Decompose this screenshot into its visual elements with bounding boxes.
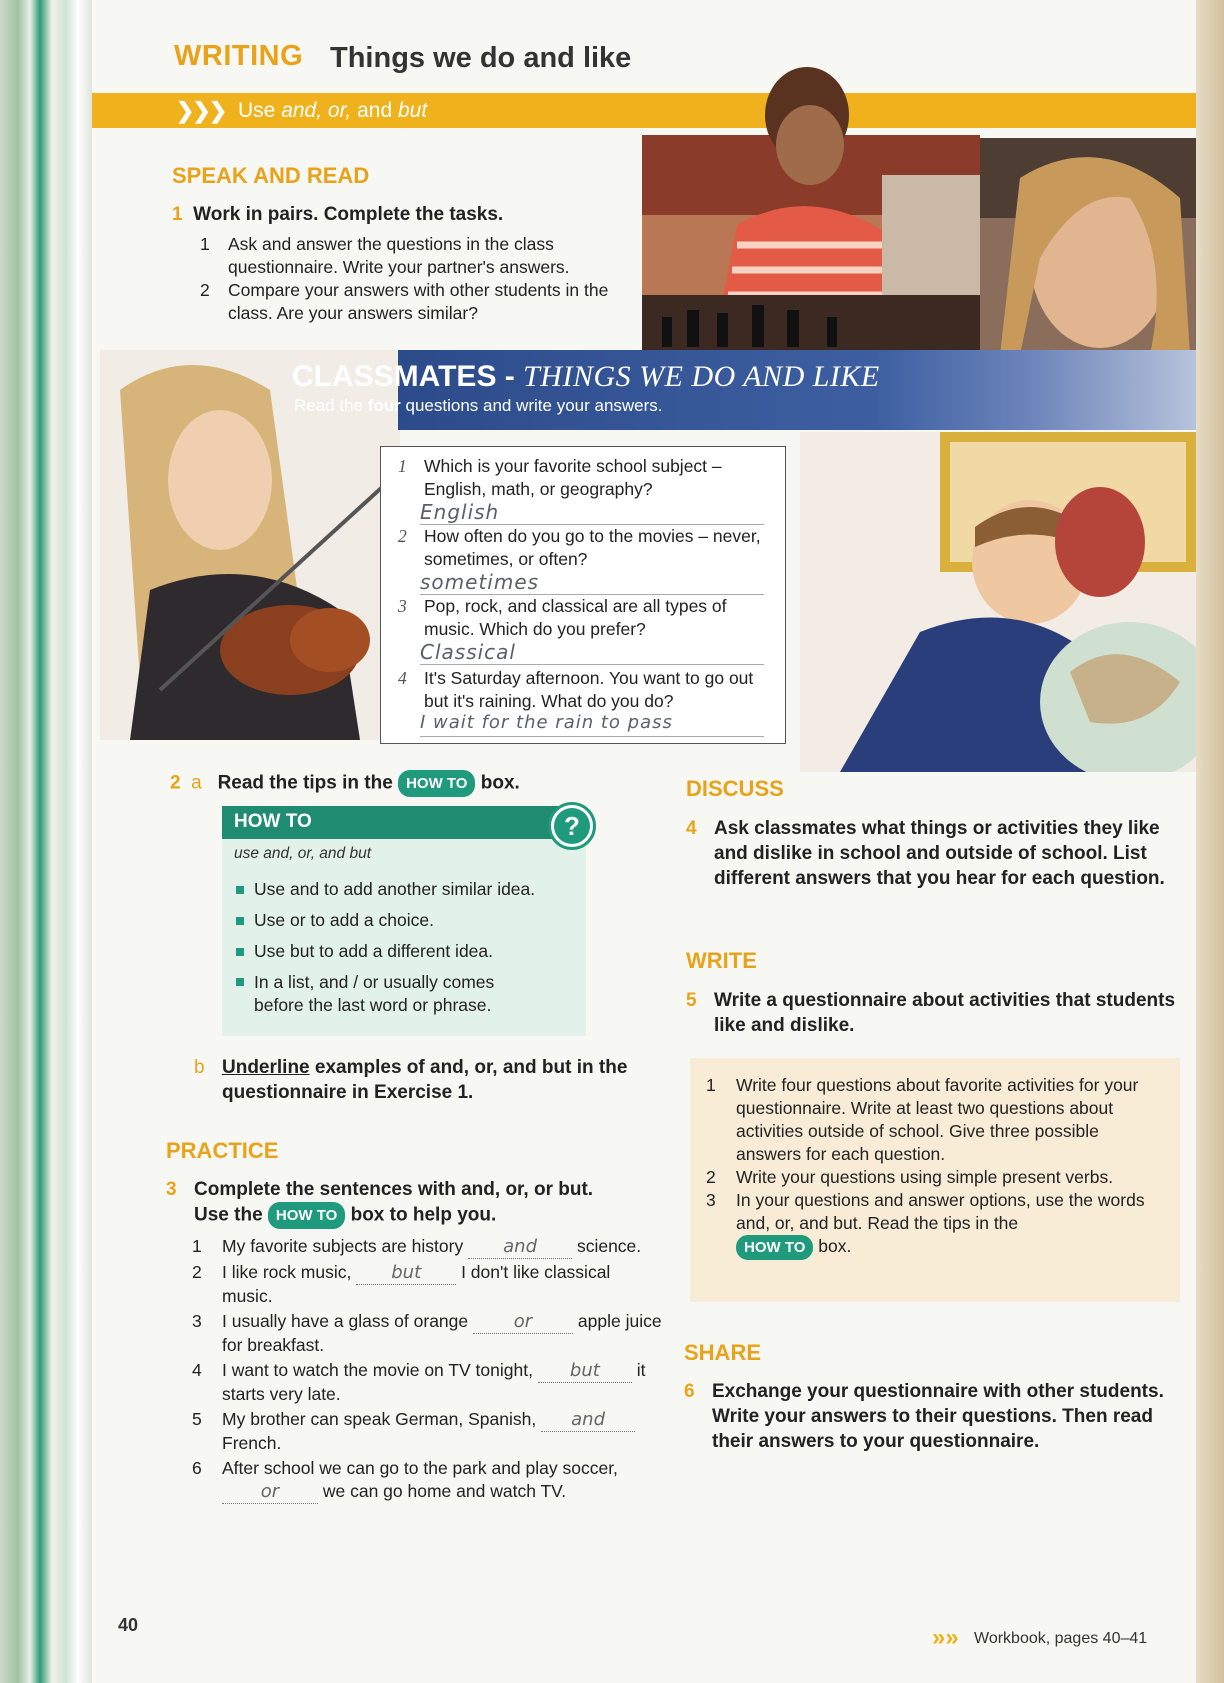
subtitle-words: and, or, [281, 99, 352, 122]
task-2 [200, 279, 630, 325]
write-step-2 [706, 1166, 1168, 1189]
question-4 [398, 667, 768, 713]
discuss-heading: DISCUSS [686, 776, 784, 801]
sentence-3 [192, 1310, 662, 1357]
sentence-1 [192, 1235, 662, 1259]
answer-blank-1[interactable]: and [468, 1235, 572, 1259]
sentence-number: 6 [192, 1458, 202, 1478]
speak-and-read-heading: SPEAK AND READ [172, 163, 370, 188]
howto-pill: HOW TO [268, 1202, 345, 1229]
question-mark-glyph: ? [554, 808, 590, 844]
exercise-1-number: 1 [172, 204, 183, 225]
exercise-2-a-pre: Read the tips in the [217, 772, 393, 794]
step-number: 3 [706, 1190, 716, 1210]
step-text: Write your questions using simple present verbs. [736, 1167, 1114, 1187]
practice-sentences [192, 1235, 662, 1504]
answer-blank-3[interactable]: or [473, 1310, 573, 1334]
classmates-subtitle-bold: four [367, 396, 401, 415]
sentence-number: 3 [192, 1311, 202, 1331]
book-edge-strip [0, 0, 92, 1683]
exercise-3-line2-pre: Use the [194, 1204, 263, 1226]
sentence-after: apple juice for breakfast. [222, 1311, 662, 1355]
exercise-3-line2-post: box to help you. [350, 1204, 497, 1226]
sentence-before: After school we can go to the park and play soccer, [222, 1458, 618, 1478]
tip-bullet [236, 886, 244, 894]
answer-3[interactable]: Classical [420, 640, 764, 665]
question-1-number: 1 [398, 456, 407, 476]
classmates-subtitle-post: questions and write your answers. [400, 396, 663, 415]
sentence-number: 4 [192, 1360, 202, 1380]
question-2-text: How often do you go to the movies – never, sometimes, or often? [424, 526, 761, 569]
answer-blank-6[interactable]: or [222, 1480, 318, 1504]
sentence-after: it starts very late. [222, 1360, 646, 1404]
subtitle-but: but [397, 99, 428, 122]
sentence-after: French. [222, 1433, 282, 1453]
sentence-after: science. [576, 1236, 642, 1256]
task-1 [200, 233, 630, 279]
sentence-before: I like rock music, [222, 1262, 352, 1282]
question-4-text: It's Saturday afternoon. You want to go out but it's raining. What do you do? [424, 668, 754, 711]
tip-text: In a list, and / or usually comes before the last word or phrase. [254, 972, 495, 1015]
sentence-2 [192, 1261, 662, 1308]
howto-subtitle: use and, or, and but [234, 845, 372, 862]
howto-tips-list [236, 878, 576, 1017]
chevrons-icon: ❯❯❯ [176, 98, 226, 123]
write-step-3 [706, 1189, 1168, 1260]
tip-item [236, 878, 576, 901]
underline-word: Underline [222, 1057, 310, 1078]
howto-pill: HOW TO [398, 770, 475, 797]
tip-bullet [236, 948, 244, 956]
answer-blank-2[interactable]: but [356, 1261, 456, 1285]
share-heading: SHARE [684, 1340, 762, 1365]
classmates-subtitle-pre: Read the [294, 396, 368, 415]
exercise-2-a-label: a [191, 772, 202, 794]
tip-item [236, 971, 576, 1017]
task-1-number: 1 [200, 234, 210, 254]
exercise-3-instruction [166, 1177, 646, 1229]
sentence-number: 5 [192, 1409, 202, 1429]
answer-2[interactable]: sometimes [420, 570, 764, 595]
step-text: In your questions and answer options, use the words and, or, and but. Read the tips in the [736, 1190, 1145, 1233]
sentence-after: we can go home and watch TV. [322, 1481, 567, 1501]
question-1 [398, 455, 768, 501]
question-2 [398, 525, 768, 571]
sentence-before: I want to watch the movie on TV tonight, [222, 1360, 533, 1380]
subtitle-prefix: Use [238, 99, 282, 122]
sentence-before: My brother can speak German, Spanish, [222, 1409, 537, 1429]
exercise-2-number: 2 [170, 772, 181, 794]
classmates-title-bold: CLASSMATES - [292, 360, 524, 393]
kids-globe-photo [800, 432, 1196, 772]
girl-thinking-photo [980, 138, 1196, 355]
howto-title: HOW TO [234, 811, 312, 832]
write-steps [706, 1074, 1168, 1260]
exercise-5-number: 5 [686, 990, 697, 1011]
sentence-after: I don't like classical music. [222, 1262, 611, 1306]
workbook-arrows-icon: »» [932, 1624, 959, 1651]
subtitle-and: and [351, 99, 398, 122]
exercise-2-b-label: b [194, 1057, 205, 1078]
question-4-number: 4 [398, 668, 407, 688]
tip-text: Use or to add a choice. [254, 910, 434, 930]
exercise-4-number: 4 [686, 818, 697, 839]
step-3-end: box. [818, 1236, 852, 1257]
sentence-before: My favorite subjects are history [222, 1236, 464, 1256]
exercise-1-text: Work in pairs. Complete the tasks. [193, 204, 504, 225]
question-mark-icon [548, 802, 596, 850]
sentence-6 [192, 1457, 662, 1504]
question-3-number: 3 [398, 596, 407, 616]
sentence-before: I usually have a glass of orange [222, 1311, 469, 1331]
answer-blank-4[interactable]: but [538, 1359, 632, 1383]
practice-heading: PRACTICE [166, 1138, 279, 1163]
exercise-6 [684, 1379, 1184, 1454]
sentence-number: 2 [192, 1262, 202, 1282]
task-2-number: 2 [200, 280, 210, 300]
exercise-2-a-instruction [170, 770, 520, 797]
tip-text: Use and to add another similar idea. [254, 879, 536, 899]
write-step-1 [706, 1074, 1168, 1166]
write-heading: WRITE [686, 948, 757, 973]
classmates-subtitle [294, 396, 663, 416]
task-2-text: Compare your answers with other students in the class. Are your answers similar? [228, 280, 609, 323]
exercise-6-number: 6 [684, 1381, 695, 1402]
step-text: Write four questions about favorite activities for your questionnaire. Write at least two questions about activities outside of school. Give three possible answers for each question. [736, 1075, 1139, 1164]
section-label: WRITING [174, 40, 304, 72]
exercise-1-instruction [172, 202, 503, 227]
sentence-number: 1 [192, 1236, 202, 1256]
sentence-5 [192, 1408, 662, 1455]
page-title: Things we do and like [330, 42, 632, 74]
sentence-4 [192, 1359, 662, 1406]
question-2-number: 2 [398, 526, 407, 546]
question-1-text: Which is your favorite school subject – English, math, or geography? [424, 456, 722, 499]
exercise-2-b-text: examples of and, or, and but in the questionnaire in Exercise 1. [222, 1057, 628, 1103]
page-right-edge [1196, 0, 1224, 1683]
exercise-5-text: Write a questionnaire about activities that students like and dislike. [714, 990, 1176, 1036]
tip-item [236, 940, 576, 963]
classmates-title [292, 360, 880, 394]
exercise-2-a-post: box. [480, 772, 520, 794]
exercise-3-line1: Complete the sentences with and, or, or but. [194, 1179, 594, 1200]
task-1-text: Ask and answer the questions in the class questionnaire. Write your partner's answers. [228, 234, 570, 277]
tip-bullet [236, 917, 244, 925]
page-number: 40 [118, 1615, 139, 1635]
question-3-text: Pop, rock, and classical are all types of music. Which do you prefer? [424, 596, 727, 639]
exercise-4 [686, 816, 1182, 891]
workbook-reference: Workbook, pages 40–41 [974, 1630, 1148, 1647]
answer-1[interactable]: English [420, 500, 764, 525]
exercise-4-text: Ask classmates what things or activities they like and dislike in school and outside of school. List different answers that you hear for each question. [714, 818, 1165, 889]
exercise-6-text: Exchange your questionnaire with other students. Write your answers to their questions. Then read their answers to your questionnaire. [712, 1381, 1164, 1452]
exercise-2-b-instruction [194, 1055, 634, 1105]
subtitle-text [238, 99, 427, 123]
exercise-5 [686, 988, 1182, 1038]
step-number: 1 [706, 1075, 716, 1095]
question-3 [398, 595, 768, 641]
answer-4[interactable]: I wait for the rain to pass [420, 712, 764, 737]
tip-item [236, 909, 576, 932]
tip-text: Use but to add a different idea. [254, 941, 494, 961]
step-number: 2 [706, 1167, 716, 1187]
classmates-title-italic: THINGS WE DO AND LIKE [523, 360, 880, 393]
answer-blank-5[interactable]: and [541, 1408, 635, 1432]
tip-bullet [236, 978, 244, 986]
exercise-3-number: 3 [166, 1179, 177, 1200]
howto-pill: HOW TO [736, 1235, 813, 1260]
chess-photo [642, 55, 980, 355]
